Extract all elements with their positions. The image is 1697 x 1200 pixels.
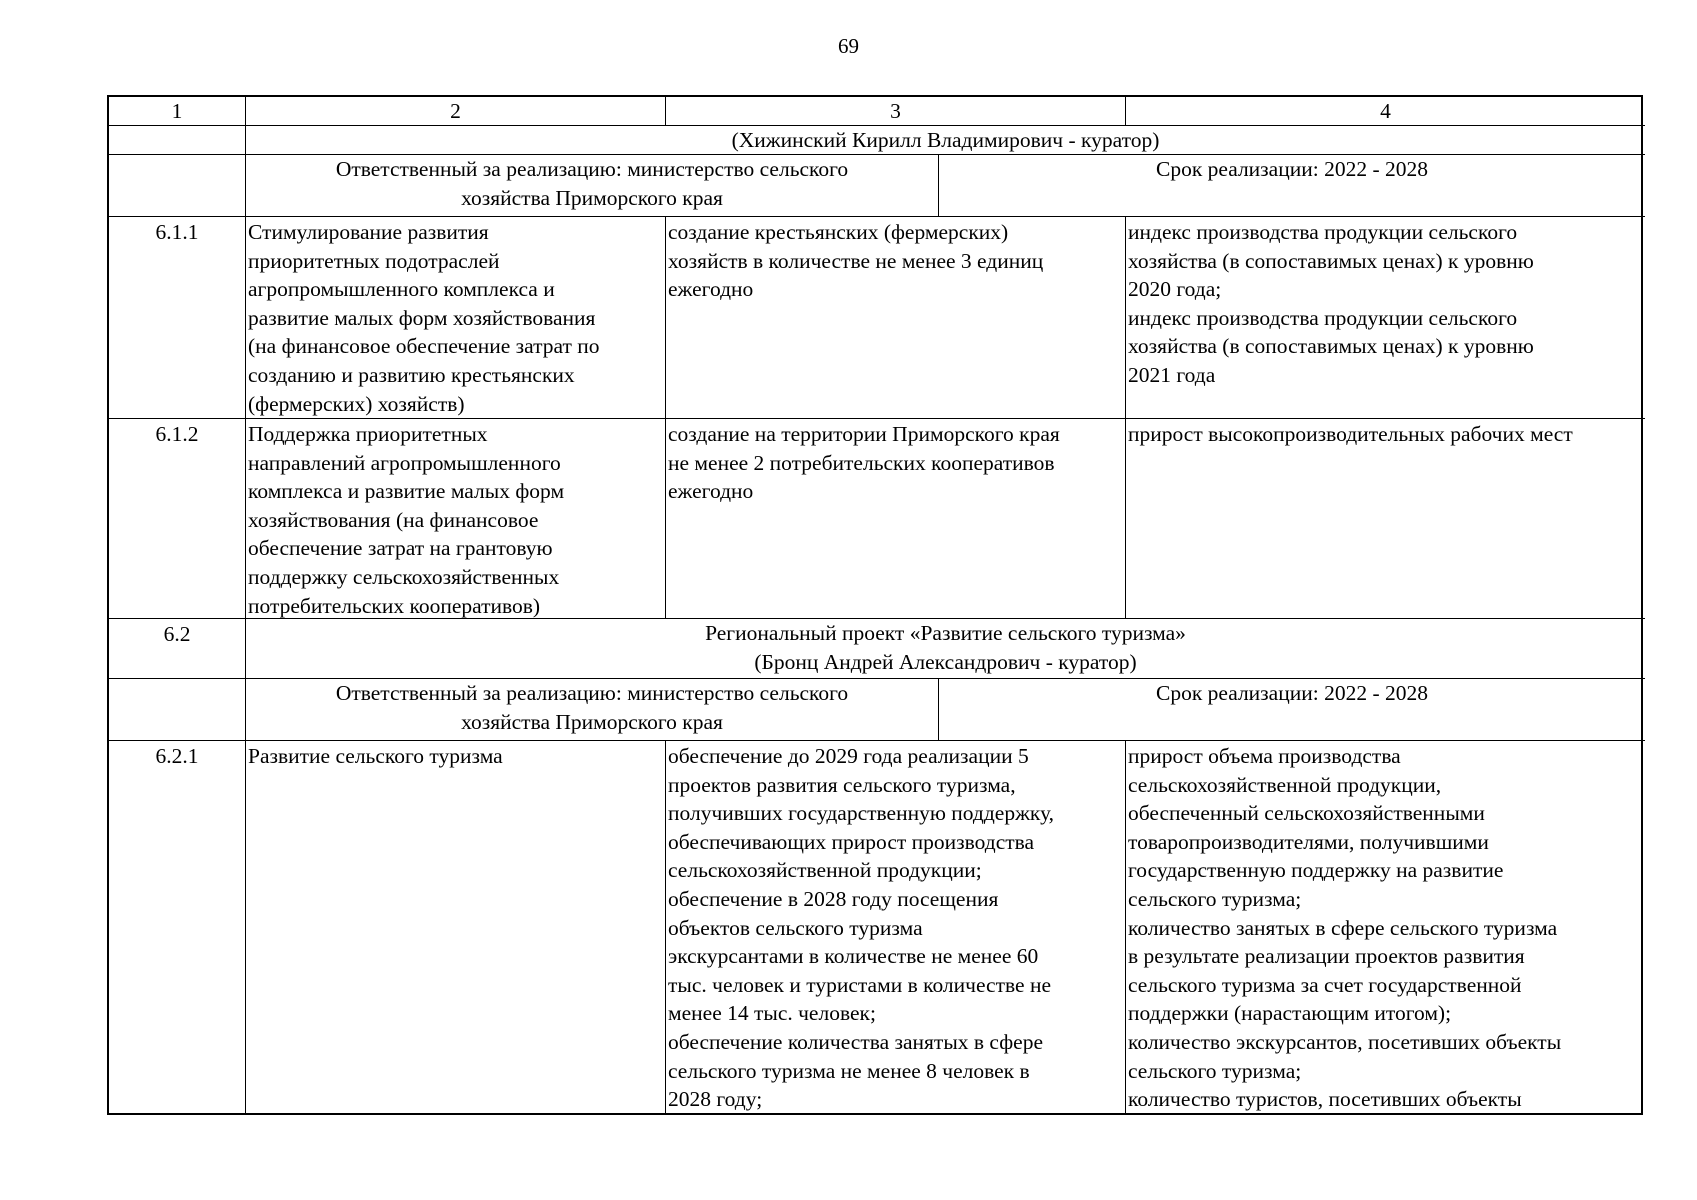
page-number: 69: [838, 34, 859, 58]
text-line: (фермерских) хозяйств): [248, 391, 465, 416]
text-line: обеспеченный сельскохозяйственными: [1128, 801, 1485, 826]
text-line: хозяйствования (на финансовое: [248, 507, 539, 532]
column-header: 3: [666, 97, 1126, 126]
term-1: Срок реализации: 2022 - 2028: [1156, 157, 1428, 181]
responsible-line: хозяйства Приморского края: [461, 185, 723, 210]
text-line: развитие малых форм хозяйствования: [248, 305, 596, 330]
text-line: сельскохозяйственной продукции;: [668, 858, 982, 883]
text-line: получивших государственную поддержку,: [668, 801, 1055, 826]
text-line: товаропроизводителями, получившими: [1128, 829, 1489, 854]
text-line: направлений агропромышленного: [248, 450, 561, 475]
text-line: обеспечивающих прирост производства: [668, 829, 1035, 854]
text-line: прирост высокопроизводительных рабочих мест: [1128, 422, 1573, 446]
text-line: потребительских кооперативов): [248, 593, 541, 618]
responsible-line: Ответственный за реализацию: министерство сельского: [335, 157, 849, 181]
text-line: объектов сельского туризма: [668, 915, 923, 940]
text-line: агропромышленного комплекса и: [248, 277, 555, 302]
text-line: в результате реализации проектов развития: [1128, 944, 1525, 969]
row-number: 6.2: [109, 619, 246, 679]
text-line: создание крестьянских (фермерских): [668, 220, 1009, 244]
responsible-1: [246, 155, 939, 216]
text-line: количество экскурсантов, посетивших объекты: [1128, 1029, 1562, 1054]
text-line: Поддержка приоритетных: [248, 422, 488, 446]
responsible-row-1: [246, 155, 1645, 217]
responsible-row-2: [246, 679, 1645, 741]
project-name: Региональный проект «Развитие сельского туризма»: [705, 621, 1186, 645]
text-line: ежегодно: [668, 277, 754, 302]
row-number: 6.1.1: [109, 217, 246, 419]
text-line: поддержки (нарастающим итогом);: [1128, 1001, 1452, 1026]
text-line: экскурсантами в количестве не менее 60: [668, 944, 1039, 969]
measure-name: [246, 741, 666, 1113]
text-line: приоритетных подотраслей: [248, 248, 500, 273]
term-2: Срок реализации: 2022 - 2028: [1156, 681, 1428, 705]
text-line: создание на территории Приморского края: [668, 422, 1060, 446]
expected-result: [666, 217, 1126, 419]
text-line: ежегодно: [668, 479, 754, 504]
curator-1: (Хижинский Кирилл Владимирович - куратор): [246, 126, 1645, 155]
text-line: обеспечение количества занятых в сфере: [668, 1029, 1043, 1054]
text-line: количество туристов, посетивших объекты: [1128, 1087, 1522, 1112]
text-line: Стимулирование развития: [248, 220, 489, 244]
project-title: [246, 619, 1645, 679]
text-line: сельского туризма;: [1128, 1058, 1302, 1083]
expected-result: [666, 741, 1126, 1113]
text-line: обеспечение в 2028 году посещения: [668, 886, 999, 911]
column-header: 1: [109, 97, 246, 126]
text-line: 2020 года;: [1128, 277, 1222, 302]
plan-table: [107, 95, 1643, 1115]
column-header: 2: [246, 97, 666, 126]
text-line: сельскохозяйственной продукции,: [1128, 772, 1442, 797]
text-line: проектов развития сельского туризма,: [668, 772, 1016, 797]
row-number: 6.1.2: [109, 419, 246, 619]
text-line: обеспечение до 2029 года реализации 5: [668, 744, 1029, 768]
responsible-line: Ответственный за реализацию: министерство сельского: [335, 681, 849, 705]
text-line: государственную поддержку на развитие: [1128, 858, 1504, 883]
text-line: хозяйств в количестве не менее 3 единиц: [668, 248, 1044, 273]
expected-result: [666, 419, 1126, 619]
indicator: [1126, 217, 1645, 419]
text-line: 2021 года: [1128, 362, 1216, 387]
text-line: хозяйства (в сопоставимых ценах) к уровню: [1128, 334, 1534, 359]
text-line: Развитие сельского туризма: [248, 744, 503, 768]
text-line: созданию и развитию крестьянских: [248, 362, 575, 387]
empty-cell: [109, 126, 246, 155]
text-line: хозяйства (в сопоставимых ценах) к уровню: [1128, 248, 1534, 273]
indicator: [1126, 419, 1645, 619]
text-line: (на финансовое обеспечение затрат по: [248, 334, 600, 359]
text-line: сельского туризма за счет государственной: [1128, 972, 1522, 997]
measure-name: [246, 217, 666, 419]
text-line: 2028 году;: [668, 1087, 763, 1112]
text-line: не менее 2 потребительских кооперативов: [668, 450, 1055, 475]
text-line: менее 14 тыс. человек;: [668, 1001, 876, 1026]
responsible-2: [246, 679, 939, 740]
text-line: индекс производства продукции сельского: [1128, 305, 1518, 330]
row-number: 6.2.1: [109, 741, 246, 1113]
text-line: поддержку сельскохозяйственных: [248, 564, 560, 589]
text-line: комплекса и развитие малых форм: [248, 479, 565, 504]
empty-cell: [109, 679, 246, 741]
text-line: сельского туризма не менее 8 человек в: [668, 1058, 1030, 1083]
curator-2: (Бронц Андрей Александрович - куратор): [754, 649, 1137, 674]
empty-cell: [109, 155, 246, 217]
text-line: обеспечение затрат на грантовую: [248, 536, 553, 561]
column-header: 4: [1126, 97, 1645, 126]
responsible-line: хозяйства Приморского края: [461, 709, 723, 734]
text-line: тыс. человек и туристами в количестве не: [668, 972, 1051, 997]
measure-name: [246, 419, 666, 619]
text-line: прирост объема производства: [1128, 744, 1401, 768]
indicator: [1126, 741, 1645, 1113]
text-line: индекс производства продукции сельского: [1128, 220, 1518, 244]
text-line: сельского туризма;: [1128, 886, 1302, 911]
text-line: количество занятых в сфере сельского туризма: [1128, 915, 1558, 940]
